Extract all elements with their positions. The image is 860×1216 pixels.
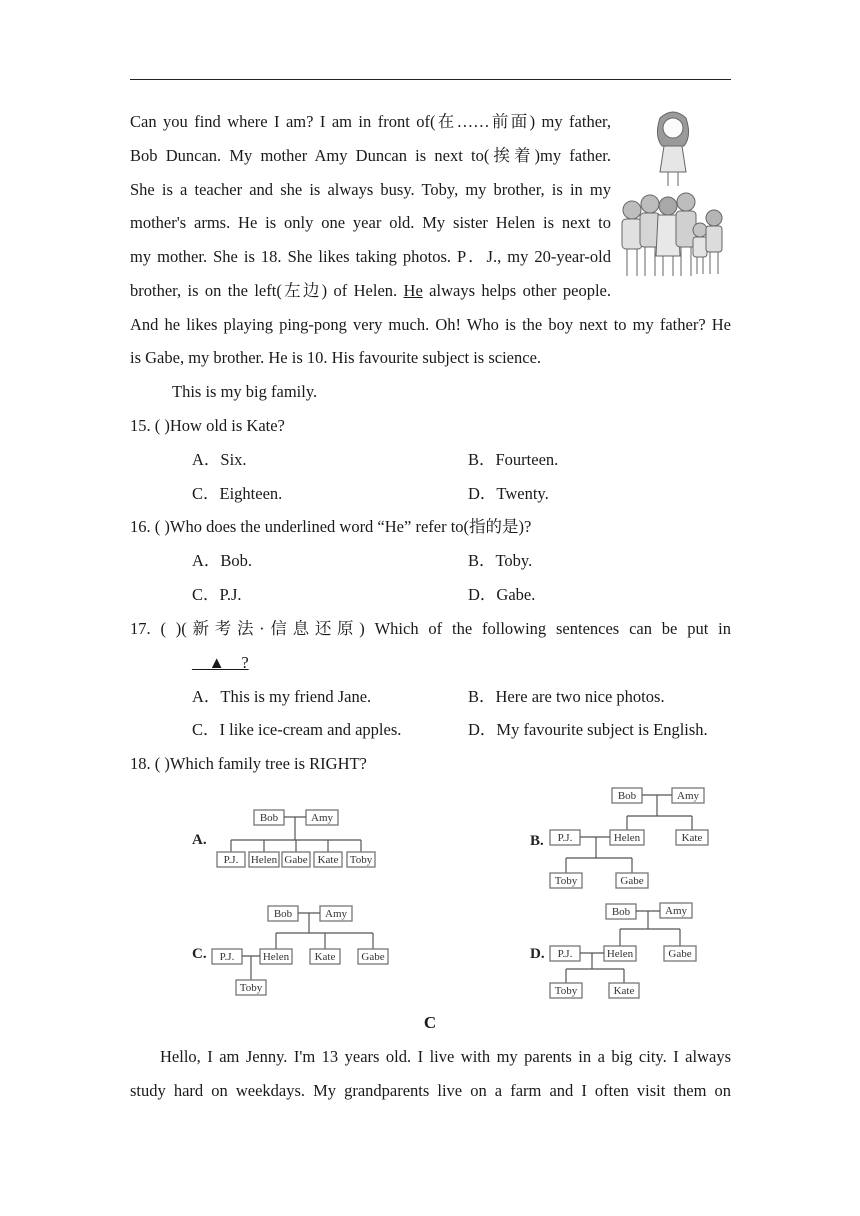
tree-node-label: Toby	[554, 985, 578, 997]
underlined-he: He	[403, 281, 423, 300]
passage-line: Bob Duncan. My mother Amy Duncan is next to(挨着)my father.	[130, 146, 611, 165]
tree-node-label: P.J.	[557, 948, 573, 960]
tree-node-label: Bob	[611, 906, 631, 918]
tree-node-label: Toby	[554, 875, 578, 887]
tree-label: C.	[192, 946, 207, 962]
tree-label: B.	[530, 833, 544, 849]
family-illustration	[614, 106, 736, 284]
passage-line: She is a teacher and she is always busy. Toby, my brother, is in my	[130, 180, 611, 199]
option-d: D．My favourite subject is English.	[468, 720, 708, 739]
question-18: 18. ( )Which family tree is RIGHT?	[130, 754, 367, 773]
tree-node-label: Gabe	[668, 948, 692, 960]
option-c: C．I like ice-cream and apples.	[192, 720, 402, 739]
question-16: 16. ( )Who does the underlined word “He” refer to(指的是)?	[130, 517, 532, 536]
option-b: B．Fourteen.	[468, 450, 559, 469]
passage-line-underlined	[130, 281, 611, 301]
passage-line: And he likes playing ping-pong very much. Oh! Who is the boy next to my father? He	[130, 315, 731, 334]
question-15: 15. ( )How old is Kate?	[130, 416, 285, 435]
passage-c-line: study hard on weekdays. My grandparents live on a farm and I often visit them on	[130, 1081, 731, 1100]
tree-node-label: Toby	[349, 854, 373, 866]
tree-node-label: Bob	[273, 908, 293, 920]
tree-node-label: P.J.	[219, 951, 235, 963]
top-rule	[130, 79, 731, 80]
section-heading: C	[423, 1013, 437, 1032]
tree-node-label: Toby	[239, 982, 263, 994]
tree-node-label: Bob	[617, 790, 637, 802]
tree-label: D.	[530, 946, 545, 962]
family-tree-b	[526, 784, 726, 892]
tree-node-label: Kate	[314, 951, 336, 963]
family-tree-c	[188, 902, 398, 1000]
tree-node-label: Kate	[681, 832, 703, 844]
option-d: D．Gabe.	[468, 585, 536, 604]
option-a: A．Bob.	[192, 551, 253, 570]
tree-node-label: P.J.	[223, 854, 239, 866]
passage-line: This is my big family.	[172, 382, 318, 401]
passage-line: mother's arms. He is only one year old. My sister Helen is next to	[130, 213, 611, 232]
tree-node-label: Bob	[259, 812, 279, 824]
tree-node-label: Amy	[665, 905, 687, 917]
family-tree-d	[526, 899, 726, 1003]
option-b: B．Toby.	[468, 551, 533, 570]
option-b: B．Here are two nice photos.	[468, 687, 665, 706]
text: always helps other people.	[422, 281, 611, 300]
passage-line: is Gabe, my brother. He is 10. His favourite subject is science.	[130, 348, 542, 367]
tree-node-label: Amy	[311, 812, 333, 824]
passage-line: my mother. She is 18. She likes taking photos. P．J., my 20-year-old	[130, 247, 611, 266]
tree-node-label: Helen	[613, 832, 641, 844]
tree-node-label: Gabe	[284, 854, 308, 866]
tree-label: A.	[192, 832, 207, 848]
tree-node-label: Gabe	[361, 951, 385, 963]
tree-node-label: Amy	[325, 908, 347, 920]
option-a: A．Six.	[192, 450, 247, 469]
text: brother, is on the left(左边) of Helen.	[130, 281, 404, 300]
option-a: A．This is my friend Jane.	[192, 687, 372, 706]
tree-node-label: Gabe	[620, 875, 644, 887]
family-tree-a	[188, 804, 388, 870]
tree-node-label: Helen	[262, 951, 290, 963]
question-17: 17. ( )(新考法·信息还原) Which of the following sentences can be put in	[130, 619, 731, 638]
question-17-blank: __▲__?	[192, 653, 249, 672]
option-c: C．P.J.	[192, 585, 242, 604]
tree-node-label: Amy	[677, 790, 699, 802]
passage-c-line: Hello, I am Jenny. I'm 13 years old. I live with my parents in a big city. I always	[160, 1047, 731, 1066]
tree-node-label: Helen	[250, 854, 278, 866]
passage-line: Can you find where I am? I am in front of(在……前面) my father,	[130, 112, 611, 131]
tree-node-label: Kate	[613, 985, 635, 997]
tree-node-label: Kate	[317, 854, 339, 866]
option-d: D．Twenty.	[468, 484, 549, 503]
option-c: C．Eighteen.	[192, 484, 283, 503]
tree-node-label: P.J.	[557, 832, 573, 844]
tree-node-label: Helen	[606, 948, 634, 960]
